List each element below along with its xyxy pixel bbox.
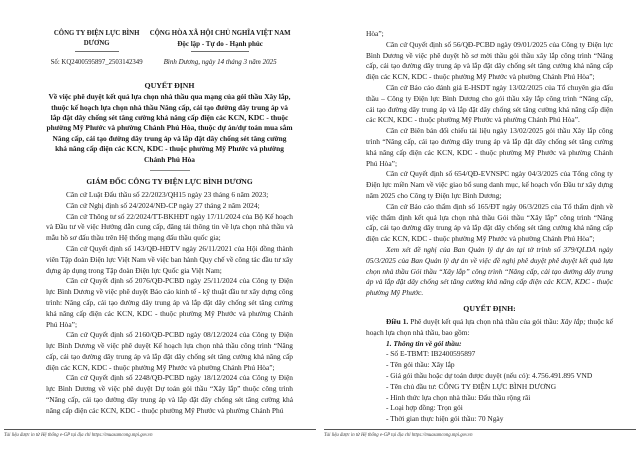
package-info-item: - Tên chủ đầu tư: CÔNG TY ĐIỆN LỰC BÌNH DƯƠNG — [386, 381, 557, 391]
package-info-item: - Giá gói thầu hoặc dự toán được duyệt (nếu có): 4.756.491.895 VND — [386, 370, 593, 380]
place-and-date: Bình Dương, ngày 14 tháng 3 năm 2025 — [163, 58, 277, 67]
package-info-list — [366, 349, 613, 425]
org-underline — [75, 51, 119, 52]
national-motto: Độc lập - Tự do - Hạnh phúc — [177, 39, 263, 48]
recital-paragraph: Căn cứ Quyết định số 143/QĐ-HĐTV ngày 26/11/2021 của Hội đồng thành viên Tập đoàn Điện lực Việt Nam về việc ban hành Quy chế về công tác đầu tư xây dựng áp dụng trong Tập đoàn Điện lực Quốc gia Việt Nam; — [46, 243, 293, 275]
recital-paragraph: Căn cứ Báo cáo đánh giá E-HSDT ngày 13/02/2025 của Tổ chuyên gia đấu thầu – Công ty Điện lực Bình Dương cho gói thầu xây lắp công trình “Nâng cấp, cải tạo đường dây trung áp và lắp đặt dây chống sét tăng cường khả năng cấp điện các KCN, KDC - thuộc phường Mỹ Phước và phường Chánh Phú Hòa”. — [366, 82, 613, 125]
article-1-text-after: thuộc kế hoạch lựa chọn nhà thầu, bao gồm: — [366, 316, 613, 337]
document-page-2 — [320, 0, 640, 454]
recital-paragraph: Căn cứ Biên bản đối chiếu tài liệu ngày 13/02/2025 gói thầu Xây lắp công trình “Nâng cấp, cải tạo đường dây trung áp và lắp đặt dây chống sét tăng cường khả năng cấp điện các KCN, KDC - thuộc phường Mỹ Phước và phường Chánh Phú Hòa”; — [366, 126, 613, 168]
article-1-text: Phê duyệt kết quả lựa chọn nhà thầu của gói thầu: — [408, 316, 561, 326]
recital-paragraph: Căn cứ Nghị định số 24/2024/NĐ-CP ngày 27 tháng 2 năm 2024; — [66, 200, 260, 210]
document-header — [46, 29, 293, 66]
article-1-paragraph — [366, 317, 613, 339]
national-header-block — [147, 29, 293, 66]
footer-print-note: Tài liệu được in từ Hệ thống e-GP tại địa chỉ https://muasamcong.mpi.gov.vn — [4, 432, 153, 438]
issuing-org-name: CÔNG TY ĐIỆN LỰC BÌNH DƯƠNG — [53, 30, 140, 47]
page-1-footer — [4, 429, 316, 439]
page-1-content — [46, 29, 293, 417]
package-info-item: - Tên gói thầu: Xây lắp — [386, 360, 455, 370]
package-info-item: - Hình thức lựa chọn nhà thầu: Đấu thầu rộng rãi — [386, 392, 531, 402]
article-1-package-name: Xây lắp; — [560, 316, 586, 326]
document-subtitle: Về việc phê duyệt kết quả lựa chọn nhà thầu qua mạng của gói thầu Xây lắp, thuộc kế hoạch lựa chọn nhà thầu Nâng cấp, cải tạo đường dây trung áp và lắp đặt dây chống sét tăng cường khả năng cấp điện các KCN, KDC - thuộc phường Mỹ Phước và phường Chánh Phú Hòa, thuộc dự án/dự toán mua sắm Nâng cấp, cải tạo đường dây trung áp và lắp đặt dây chống sét tăng cường khả năng cấp điện các KCN, KDC - thuộc phường Mỹ Phước và phường Chánh Phú Hòa — [46, 92, 293, 164]
recital-paragraph: Căn cứ Thông tư số 22/2024/TT-BKHĐT ngày 17/11/2024 của Bộ Kế hoạch và Đầu tư về việc Hướng dẫn cung cấp, đăng tải thông tin về lựa chọn nhà thầu và mẫu hồ sơ đấu thầu trên Hệ thống mạng đấu thầu quốc gia; — [46, 211, 293, 243]
recitals-page-1 — [46, 190, 293, 417]
recital-paragraph: Căn cứ Quyết định số 2160/QĐ-PCBD ngày 08/12/2024 của Công ty Điện lực Bình Dương về việc phê duyệt Kế hoạch lựa chọn nhà thầu công trình “Nâng cấp, cải tạo đường dây trung áp và lắp đặt dây chống sét tăng cường khả năng cấp điện các KCN, KDC - thuộc phường Mỹ Phước và phường Chánh Phú Hòa”; — [46, 330, 293, 372]
section-1-title: 1. Thông tin về gói thầu: — [386, 338, 462, 348]
national-title: CỘNG HÒA XÃ HỘI CHỦ NGHĨA VIỆT NAM — [149, 30, 291, 37]
package-info-item: - Loại hợp đồng: Trọn gói — [386, 403, 463, 413]
consideration-paragraph: Xem xét đề nghị của Ban Quản lý dự án tại tờ trình số 379/QLDA ngày 05/3/2025 của Ban Quản lý dự án về việc đề nghị phê duyệt phê duyệt kết quả lựa chọn nhà thầu Gói thầu “Xây lắp” công trình “Nâng cấp, cải tạo đường dây trung áp và lắp đặt dây chống sét tăng cường khả năng cấp điện các KCN, KDC - thuộc phường Mỹ Phước. — [366, 244, 613, 298]
title-divider — [150, 170, 190, 171]
article-1-label: Điều 1. — [386, 316, 409, 326]
document-number: Số: KQ2400595897_2503142349 — [50, 58, 143, 66]
page-2-footer — [324, 429, 636, 439]
issuing-org-block — [46, 29, 147, 66]
recital-paragraph: Căn cứ Quyết định số 56/QĐ-PCBD ngày 09/01/2025 của Công ty Điện lực Bình Dương về việc phê duyệt hồ sơ mời thầu gói thầu xây lắp công trình “Nâng cấp, cải tạo đường dây trung áp và lắp đặt dây chống sét tăng cường khả năng cấp điện các KCN, KDC - thuộc phường Mỹ Phước và phường Chánh Phú Hòa”; — [366, 39, 613, 82]
motto-underline — [191, 51, 249, 52]
footer-print-note: Tài liệu được in từ Hệ thống e-GP tại địa chỉ https://muasamcong.mpi.gov.vn — [324, 432, 473, 438]
authority-line: GIÁM ĐỐC CÔNG TY ĐIỆN LỰC BÌNH DƯƠNG — [86, 176, 253, 186]
recital-paragraph: Căn cứ Quyết định số 2248/QĐ-PCBD ngày 18/12/2024 của Công ty Điện lực Bình Dương về việc phê duyệt Dự toán gói thầu “Xây lắp” thuộc công trình “Nâng cấp, cải tạo đường dây trung áp và lắp đặt dây chống sét tăng cường khả năng cấp điện các KCN, KDC - thuộc phường Mỹ Phước và phường Chánh Phú — [46, 373, 293, 415]
package-info-item: - Số E-TBMT: IB2400595897 — [386, 349, 476, 359]
recitals-page-2 — [366, 40, 613, 245]
recital-paragraph: Căn cứ Quyết định số 654/QĐ-EVNSPC ngày 04/3/2025 của Tổng công ty Điện lực miền Nam về việc giao bổ sung danh mục, kế hoạch vốn Đầu tư xây dựng năm 2025 cho Công ty Điện lực Bình Dương; — [366, 169, 613, 200]
package-info-item: - Thời gian thực hiện gói thầu: 70 Ngày — [386, 414, 504, 424]
recital-paragraph: Căn cứ Quyết định số 2076/QĐ-PCBD ngày 25/11/2024 của Công ty Điện lực Bình Dương về việc phê duyệt Báo cáo kinh tế - kỹ thuật đầu tư xây dựng công trình: Nâng cấp, cải tạo đường dây trung áp và lắp đặt dây chống sét tăng cường khả năng cấp điện các KCN, KDC - thuộc phường Mỹ Phước và phường Chánh Phú Hòa”; — [46, 276, 293, 329]
recital-paragraph: Căn cứ Báo cáo thẩm định số 165/ĐT ngày 06/3/2025 của Tổ thẩm định về việc thẩm định kết quả lựa chọn nhà thầu Gói thầu “Xây lắp” công trình “Nâng cấp, cải tạo đường dây trung áp và lắp đặt dây chống sét tăng cường khả năng cấp điện các KCN, KDC - thuộc phường Mỹ Phước và phường Chánh Phú Hòa”; — [366, 201, 613, 244]
recital-continuation: Hòa”; — [366, 29, 384, 38]
page-2-content — [366, 29, 613, 425]
recital-paragraph: Căn cứ Luật Đấu thầu số 22/2023/QH15 ngày 23 tháng 6 năm 2023; — [66, 189, 269, 199]
document-title: QUYẾT ĐỊNH — [144, 81, 195, 91]
decision-heading: QUYẾT ĐỊNH: — [463, 303, 516, 313]
